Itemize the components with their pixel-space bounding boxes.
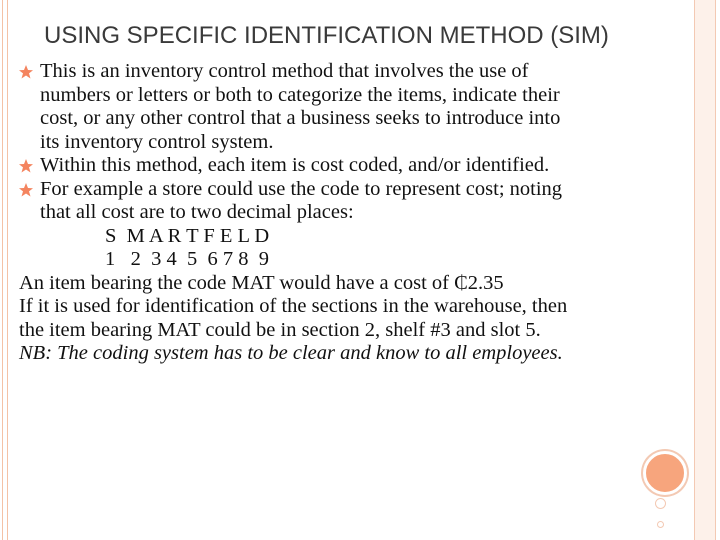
decorative-circle-large bbox=[643, 451, 687, 495]
bullet-line: numbers or letters or both to categorize the items, indicate their bbox=[40, 83, 560, 106]
slide-title: USING SPECIFIC IDENTIFICATION METHOD (SIM) bbox=[44, 22, 609, 49]
star-bullet-icon bbox=[19, 159, 33, 173]
bullet-item-cost-coded bbox=[19, 154, 679, 178]
identification-line: the item bearing MAT could be in section 2, shelf #3 and slot 5. bbox=[19, 318, 541, 341]
cost-example-line: An item bearing the code MAT would have a cost of ₵2.35 bbox=[19, 271, 504, 294]
note-line: NB: The coding system has to be clear and know to all employees. bbox=[19, 342, 563, 364]
bullet-line: For example a store could use the code to represent cost; noting bbox=[40, 177, 563, 200]
decorative-circle-tiny bbox=[657, 521, 664, 528]
bullet-line: cost, or any other control that a business seeks to introduce into bbox=[40, 107, 561, 129]
bullet-line: its inventory control system. bbox=[40, 130, 274, 153]
bullet-item-definition bbox=[19, 60, 679, 154]
slide-body bbox=[19, 60, 679, 366]
star-bullet-icon bbox=[19, 65, 33, 79]
decorative-circle-small bbox=[655, 498, 666, 509]
bullet-line: Within this method, each item is cost coded, and/or identified. bbox=[40, 154, 550, 176]
code-letters: S M A R T F E L D bbox=[105, 224, 270, 247]
star-bullet-icon bbox=[19, 183, 33, 197]
code-numbers: 1 2 3 4 5 6 7 8 9 bbox=[105, 248, 269, 270]
left-border-line-inner bbox=[7, 0, 8, 540]
bullet-line: that all cost are to two decimal places: bbox=[40, 201, 354, 223]
bullet-line: This is an inventory control method that involves the use of bbox=[40, 60, 529, 82]
bullet-item-example bbox=[19, 178, 679, 225]
identification-line: If it is used for identification of the sections in the warehouse, then bbox=[19, 295, 568, 317]
right-decorative-panel bbox=[694, 0, 716, 540]
left-border-line bbox=[2, 0, 3, 540]
